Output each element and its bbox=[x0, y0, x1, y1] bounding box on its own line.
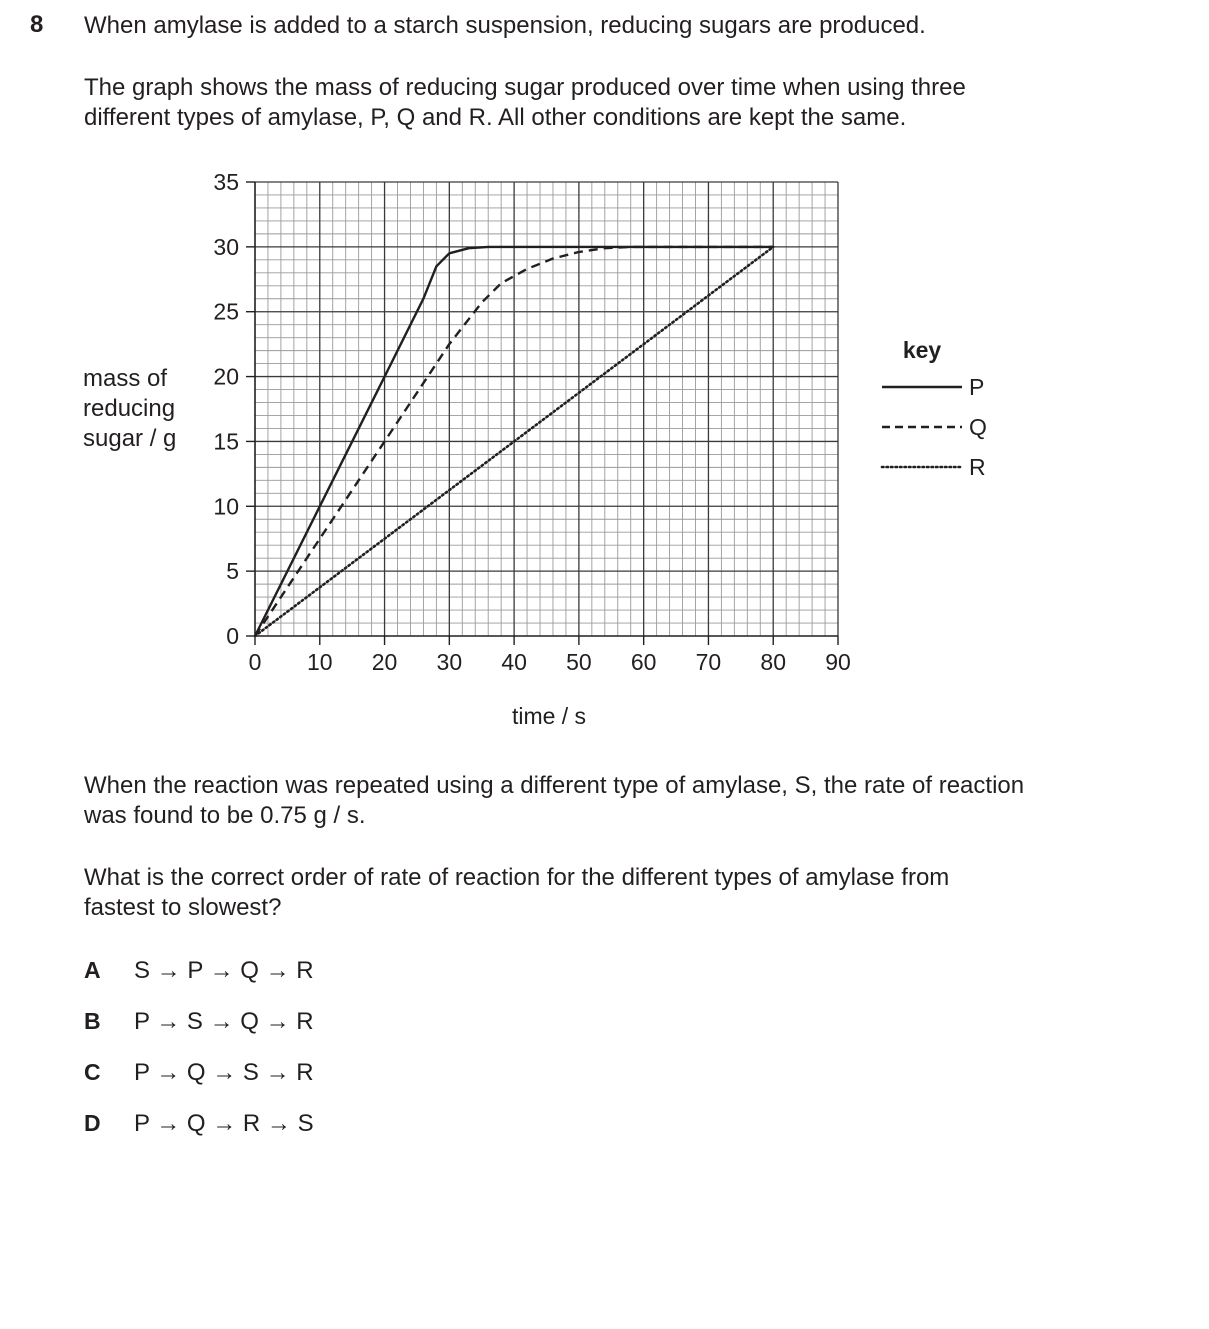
axis-ticks bbox=[213, 169, 850, 675]
option-d-text[interactable]: P → Q → R → S bbox=[134, 1110, 314, 1137]
option-c-letter[interactable]: C bbox=[84, 1059, 101, 1085]
prompt-line-1: What is the correct order of rate of reaction for the different types of amylase from bbox=[84, 864, 950, 891]
option-b-letter[interactable]: B bbox=[84, 1008, 101, 1034]
x-tick-label: 80 bbox=[760, 649, 787, 675]
question-number: 8 bbox=[30, 11, 44, 38]
prompt-line-2: fastest to slowest? bbox=[84, 894, 282, 921]
option-d-letter[interactable]: D bbox=[84, 1110, 101, 1136]
x-axis-label: time / s bbox=[511, 703, 587, 729]
graph-description-line-2: different types of amylase, P, Q and R. All other conditions are kept the same. bbox=[84, 104, 907, 131]
y-tick-label: 0 bbox=[226, 623, 239, 649]
y-axis-label-line: reducing bbox=[83, 395, 176, 422]
grid-minor-lines bbox=[255, 182, 838, 636]
x-tick-label: 50 bbox=[566, 649, 592, 675]
y-axis-label-line: sugar / g bbox=[83, 425, 177, 452]
y-tick-label: 15 bbox=[213, 428, 239, 455]
x-tick-label: 60 bbox=[630, 649, 657, 675]
y-tick-label: 35 bbox=[213, 169, 239, 195]
legend-title: key bbox=[902, 337, 942, 363]
legend-label-r: R bbox=[969, 454, 986, 480]
y-tick-label: 10 bbox=[213, 493, 239, 520]
grid-major-lines bbox=[255, 182, 838, 636]
axes bbox=[255, 182, 838, 636]
option-a-text[interactable]: S → P → Q → R bbox=[134, 957, 314, 984]
x-tick-label: 90 bbox=[825, 649, 851, 675]
option-c-text[interactable]: P → Q → S → R bbox=[134, 1059, 314, 1086]
legend-label-p: P bbox=[969, 374, 985, 400]
y-axis-label-line: mass of bbox=[83, 365, 168, 392]
x-tick-label: 0 bbox=[248, 649, 262, 675]
x-tick-label: 40 bbox=[501, 649, 527, 675]
y-tick-label: 20 bbox=[213, 363, 239, 390]
x-tick-label: 10 bbox=[306, 649, 333, 675]
graph-description-line-1: The graph shows the mass of reducing sugar produced over time when using three bbox=[84, 74, 966, 101]
followup-line-2: was found to be 0.75 g / s. bbox=[84, 802, 366, 829]
option-b-text[interactable]: P → S → Q → R bbox=[134, 1008, 314, 1035]
y-tick-label: 5 bbox=[226, 558, 239, 585]
y-tick-label: 30 bbox=[213, 233, 239, 260]
y-tick-label: 25 bbox=[213, 298, 239, 325]
x-tick-label: 30 bbox=[436, 649, 463, 675]
x-tick-label: 70 bbox=[695, 649, 722, 675]
legend-label-q: Q bbox=[969, 414, 987, 440]
question-intro: When amylase is added to a starch suspension, reducing sugars are produced. bbox=[84, 12, 926, 39]
chart-legend bbox=[882, 337, 987, 480]
option-a-letter[interactable]: A bbox=[84, 957, 101, 983]
x-tick-label: 20 bbox=[371, 649, 398, 675]
followup-line-1: When the reaction was repeated using a different type of amylase, S, the rate of reaction bbox=[84, 772, 1025, 799]
